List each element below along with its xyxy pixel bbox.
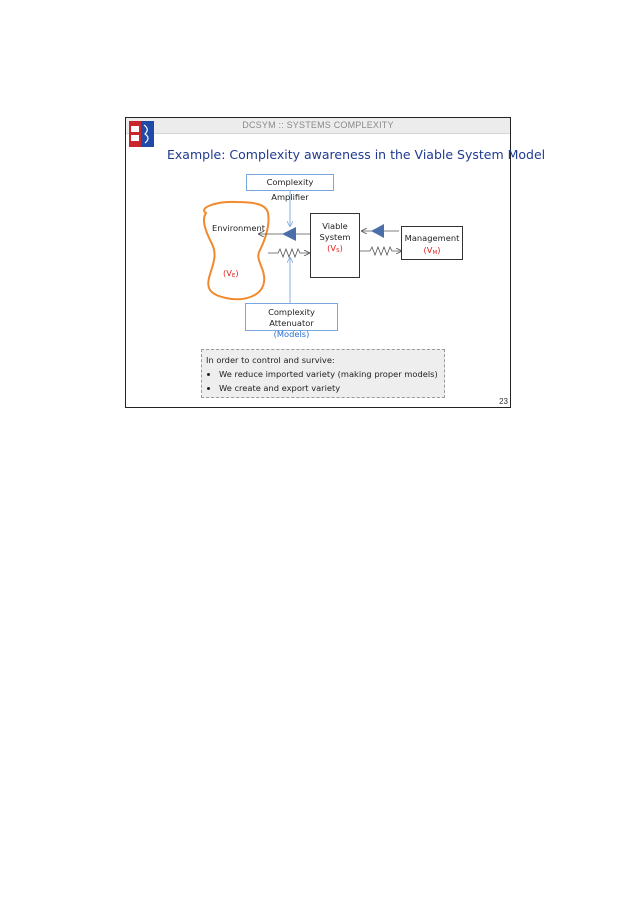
environment-outline [204,202,269,299]
viable-system-label-line2: System [319,232,351,242]
complexity-attenuator-label: Complexity Attenuator [268,307,315,328]
summary-intro: In order to control and survive: [206,355,335,365]
slide [125,117,546,408]
management-amplifier-triangle [371,224,384,238]
summary-bullet: • We create and export variety [219,381,440,395]
summary-note [201,349,445,398]
environment-label: Environment [212,223,265,233]
environment-variable: (VE) [223,268,239,279]
viable-system-box [310,213,360,278]
page-number: 23 [499,397,508,406]
amplifier-triangle [282,227,296,241]
complexity-attenuator-box [245,303,338,339]
attenuator-resistor [268,249,309,257]
summary-bullet: • We reduce imported variety (making proper models) [219,367,440,381]
management-variable: (VM) [423,245,441,256]
summary-list [206,367,440,395]
management-resistor [360,247,401,255]
slide-title: Example: Complexity awareness in the Viable System Model [167,147,546,162]
management-box [401,226,463,260]
complexity-amplifier-label: Complexity Amplifier [266,177,314,202]
viable-system-label-line1: Viable [322,221,348,231]
models-label: (Models) [273,329,310,339]
system-variable: (VS) [327,243,343,254]
slide-header: DCSYM :: SYSTEMS COMPLEXITY [242,120,394,130]
complexity-amplifier-box [246,174,334,202]
management-label: Management [404,233,460,243]
